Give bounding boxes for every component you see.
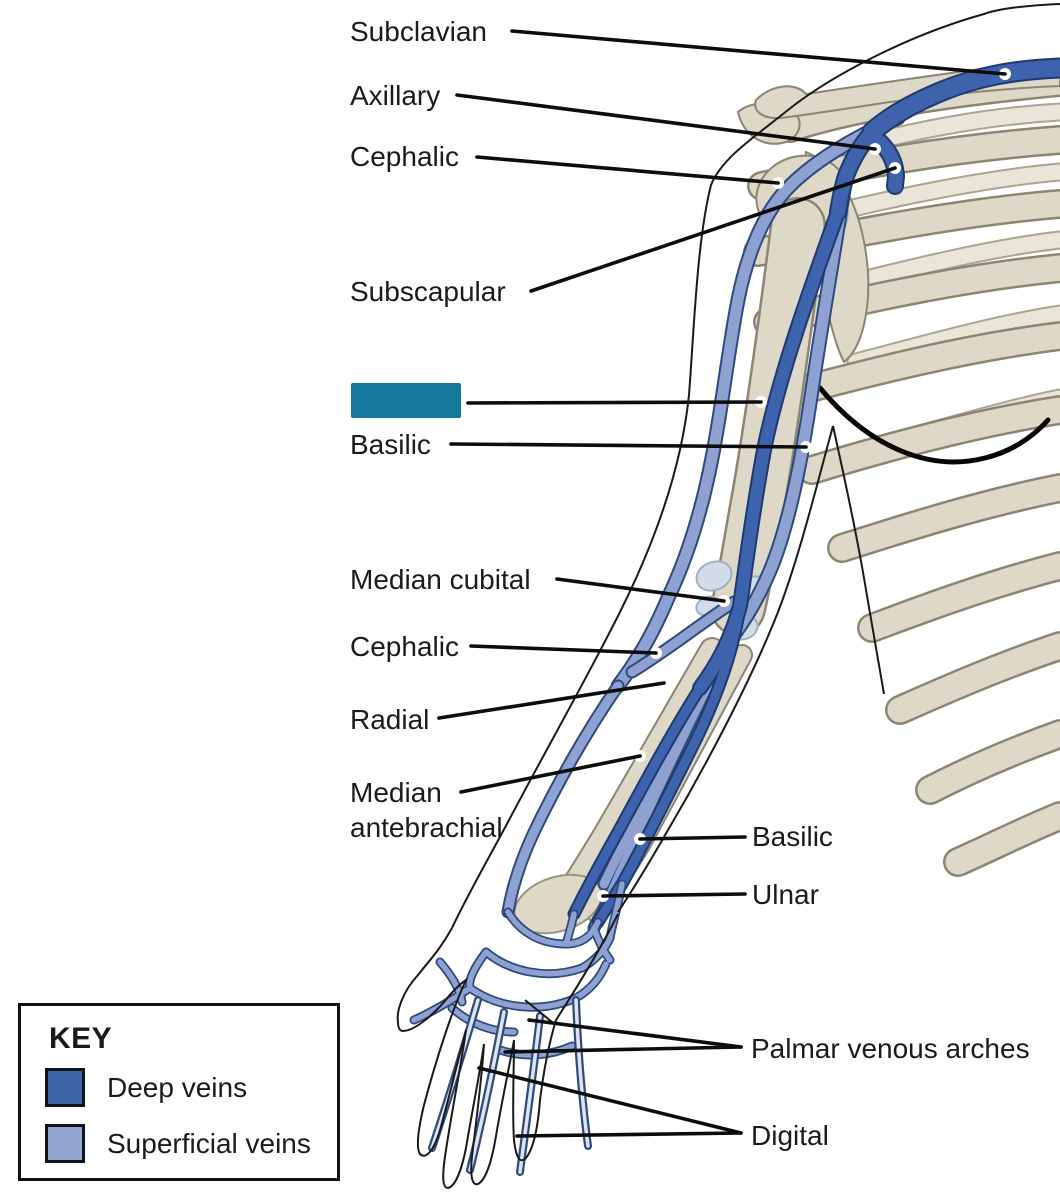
- key-item-superficial-veins: [45, 1124, 311, 1163]
- label-ulnar: Ulnar: [752, 879, 819, 910]
- label-axillary: Axillary: [350, 80, 441, 111]
- label-cephalic-forearm: Cephalic: [350, 631, 459, 662]
- label-subclavian: Subclavian: [350, 16, 487, 47]
- leader-palmar-2: [505, 1047, 741, 1052]
- label-palmar-venous-arches: Palmar venous arches: [751, 1033, 1030, 1064]
- superficial-veins-swatch: [45, 1124, 85, 1163]
- leader-redacted: [468, 402, 761, 403]
- redacted-label-box[interactable]: [351, 383, 461, 418]
- label-median-cubital: Median cubital: [350, 564, 531, 595]
- leader-ulnar: [603, 894, 745, 896]
- key-item-label: Superficial veins: [107, 1127, 311, 1159]
- leader-subclavian: [512, 31, 1005, 74]
- superficial-veins: [508, 118, 898, 928]
- leader-cephalic-forearm: [471, 646, 656, 653]
- label-basilic-upper: Basilic: [350, 429, 431, 460]
- key-legend: [18, 1003, 340, 1181]
- leader-basilic-forearm: [640, 837, 745, 839]
- deep-veins-swatch: [45, 1068, 85, 1107]
- leader-digital-2: [517, 1133, 741, 1136]
- leader-digital-1: [479, 1068, 741, 1133]
- label-subscapular: Subscapular: [350, 276, 506, 307]
- leader-cephalic-upper: [477, 157, 778, 183]
- label-radial: Radial: [350, 704, 430, 735]
- key-item-label: Deep veins: [107, 1071, 248, 1103]
- key-item-deep-veins: [45, 1068, 247, 1107]
- leader-radial: [439, 683, 664, 718]
- label-digital: Digital: [751, 1120, 829, 1151]
- label-basilic-forearm: Basilic: [752, 821, 833, 852]
- label-cephalic-upper: Cephalic: [350, 141, 459, 172]
- key-title: KEY: [49, 1022, 113, 1055]
- leader-palmar-1: [529, 1020, 741, 1047]
- label-median-antebrachial: Median antebrachial: [350, 777, 503, 843]
